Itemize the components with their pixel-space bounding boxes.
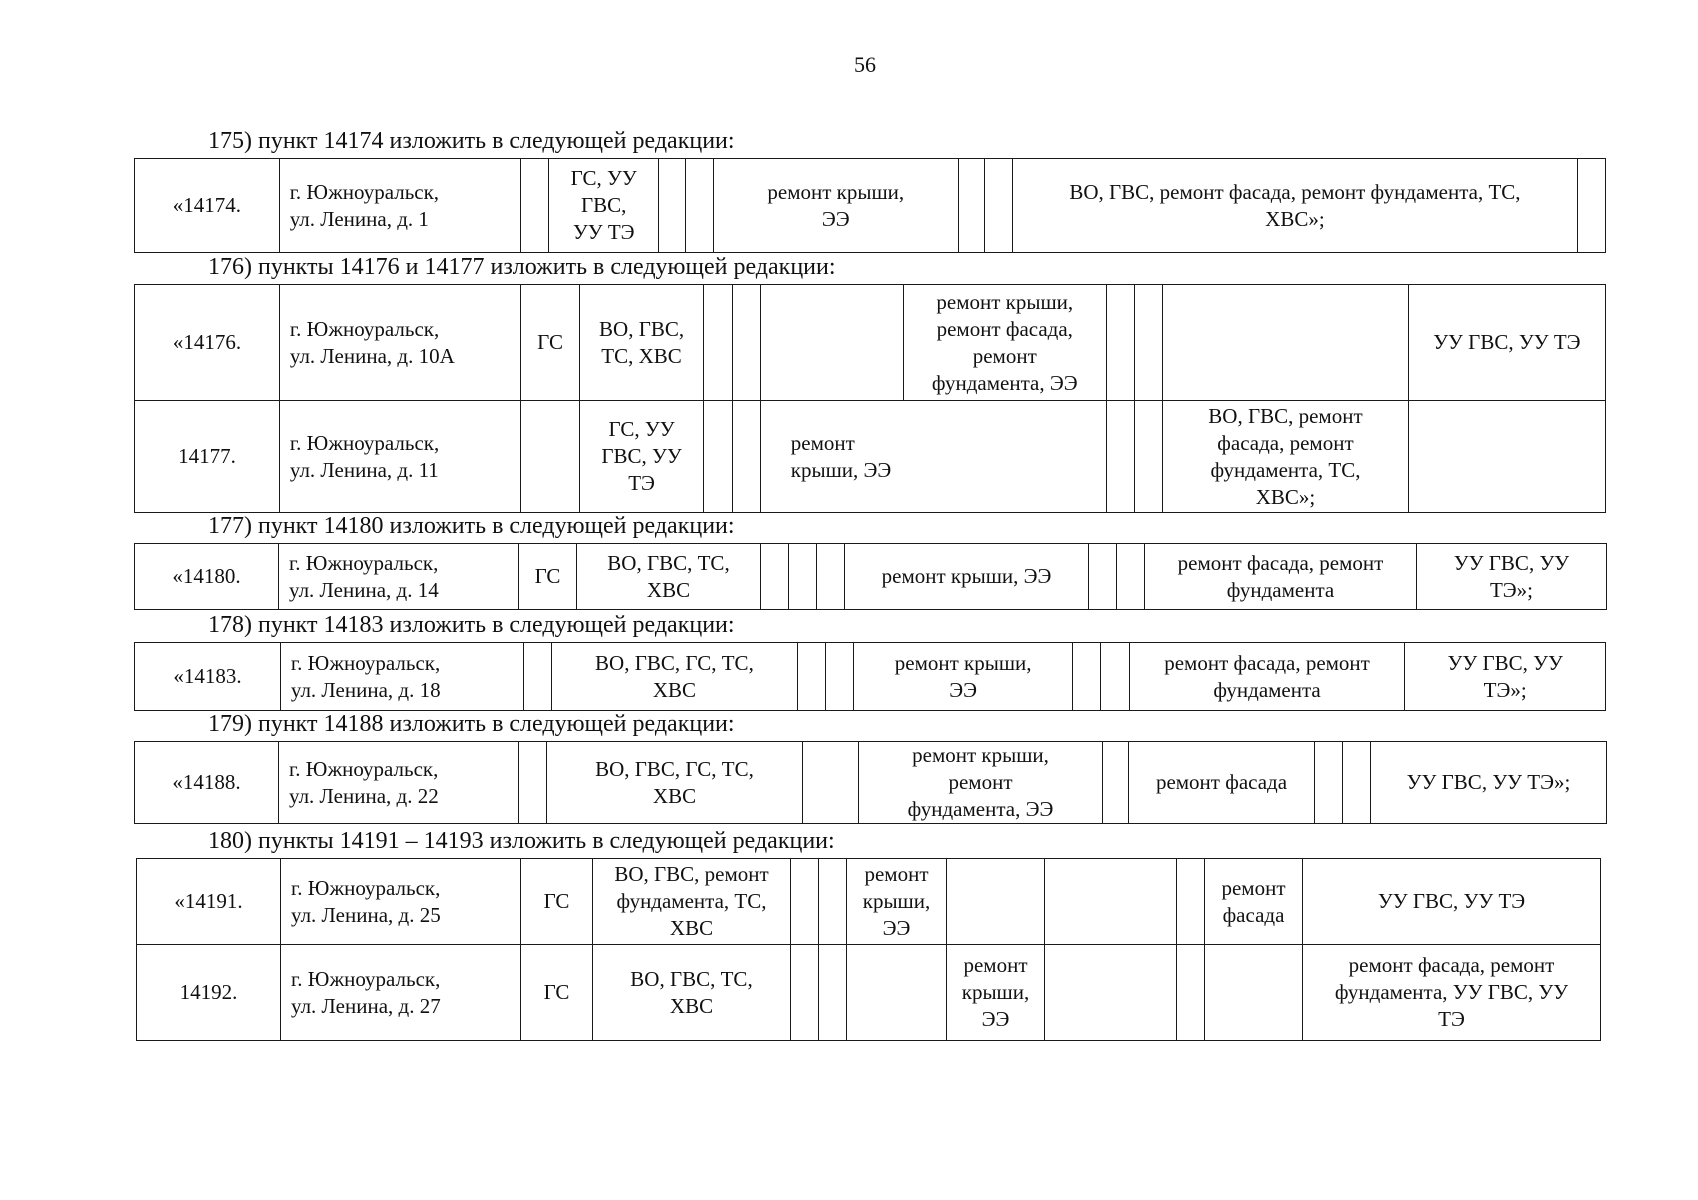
item-number: «14188. bbox=[135, 742, 279, 824]
table-cell: ГС bbox=[521, 945, 593, 1041]
table-cell: ГС bbox=[519, 544, 577, 610]
table-cell: ГС, УУ ГВС, УУ ТЭ bbox=[548, 159, 659, 253]
table-cell: ВО, ГВС, ТС, ХВС bbox=[593, 945, 791, 1041]
item-number: 14192. bbox=[137, 945, 281, 1041]
table-cell: ВО, ГВС, ремонт фундамента, ТС, ХВС bbox=[593, 859, 791, 945]
table-cell bbox=[1106, 401, 1134, 513]
table-cell bbox=[1163, 285, 1409, 401]
table-cell: УУ ГВС, УУ ТЭ bbox=[1408, 285, 1605, 401]
table-cell bbox=[789, 544, 817, 610]
table-cell: ремонт крыши, ремонт фасада, ремонт фундамента, ЭЭ bbox=[903, 285, 1106, 401]
item-number: «14180. bbox=[135, 544, 279, 610]
table-cell: УУ ГВС, УУ ТЭ»; bbox=[1417, 544, 1607, 610]
address-cell: г. Южноуральск, ул. Ленина, д. 18 bbox=[280, 643, 523, 711]
table-row bbox=[135, 544, 1607, 610]
table-cell: ремонт крыши, ЭЭ bbox=[947, 945, 1045, 1041]
table-cell: ремонт крыши, ЭЭ bbox=[760, 401, 1106, 513]
section-heading-176: 176) пункты 14176 и 14177 изложить в следующей редакции: bbox=[208, 254, 836, 280]
table-cell: ГС bbox=[521, 859, 593, 945]
amendment-table-176 bbox=[134, 284, 1606, 513]
table-cell: ремонт фасада, ремонт фундамента bbox=[1145, 544, 1417, 610]
table-cell: ремонт фасада, ремонт фундамента, УУ ГВС, УУ ТЭ bbox=[1303, 945, 1601, 1041]
amendment-table-178 bbox=[134, 642, 1606, 711]
amendment-table-180 bbox=[136, 858, 1601, 1041]
table-cell: ремонт крыши, ЭЭ bbox=[847, 859, 947, 945]
table-cell bbox=[819, 945, 847, 1041]
table-cell: ремонт фасада, ремонт фундамента bbox=[1129, 643, 1405, 711]
amendment-table-175 bbox=[134, 158, 1606, 253]
table-cell bbox=[817, 544, 845, 610]
address-cell: г. Южноуральск, ул. Ленина, д. 14 bbox=[279, 544, 519, 610]
table-cell bbox=[1106, 285, 1134, 401]
table-cell: УУ ГВС, УУ ТЭ»; bbox=[1405, 643, 1606, 711]
table-cell: ремонт крыши, ЭЭ bbox=[713, 159, 958, 253]
table-cell bbox=[1408, 401, 1605, 513]
table-cell bbox=[520, 159, 548, 253]
table-cell bbox=[819, 859, 847, 945]
table-row bbox=[135, 643, 1606, 711]
table-cell bbox=[1177, 859, 1205, 945]
section-heading-178: 178) пункт 14183 изложить в следующей редакции: bbox=[208, 612, 735, 638]
table-cell: УУ ГВС, УУ ТЭ bbox=[1303, 859, 1601, 945]
table-cell: ВО, ГВС, ремонт фасада, ремонт фундамента, ТС, ХВС»; bbox=[1013, 159, 1578, 253]
table-cell bbox=[659, 159, 685, 253]
table-cell bbox=[524, 643, 552, 711]
table-cell bbox=[521, 401, 579, 513]
table-cell: ГС bbox=[521, 285, 579, 401]
address-cell: г. Южноуральск, ул. Ленина, д. 22 bbox=[279, 742, 519, 824]
table-cell bbox=[732, 285, 760, 401]
table-cell bbox=[1577, 159, 1605, 253]
table-cell bbox=[1073, 643, 1101, 711]
table-cell bbox=[1117, 544, 1145, 610]
address-cell: г. Южноуральск, ул. Ленина, д. 27 bbox=[281, 945, 521, 1041]
table-cell bbox=[1101, 643, 1129, 711]
table-cell bbox=[1045, 859, 1177, 945]
table-cell: ремонт крыши, ЭЭ bbox=[845, 544, 1089, 610]
table-cell: ВО, ГВС, ТС, ХВС bbox=[579, 285, 704, 401]
table-cell bbox=[958, 159, 984, 253]
address-cell: г. Южноуральск, ул. Ленина, д. 1 bbox=[279, 159, 520, 253]
address-cell: г. Южноуральск, ул. Ленина, д. 25 bbox=[281, 859, 521, 945]
table-cell bbox=[760, 285, 903, 401]
table-cell bbox=[1135, 401, 1163, 513]
section-heading-177: 177) пункт 14180 изложить в следующей редакции: bbox=[208, 513, 735, 539]
table-cell bbox=[1103, 742, 1129, 824]
table-cell bbox=[704, 285, 732, 401]
amendment-table-179 bbox=[134, 741, 1607, 824]
table-cell bbox=[984, 159, 1012, 253]
table-cell bbox=[1205, 945, 1303, 1041]
table-row bbox=[137, 859, 1601, 945]
table-cell: ВО, ГВС, ГС, ТС, ХВС bbox=[547, 742, 803, 824]
table-cell bbox=[704, 401, 732, 513]
table-cell bbox=[1177, 945, 1205, 1041]
table-cell: ремонт крыши, ЭЭ bbox=[854, 643, 1073, 711]
table-cell bbox=[1045, 945, 1177, 1041]
item-number: «14174. bbox=[135, 159, 280, 253]
table-cell: ГС, УУ ГВС, УУ ТЭ bbox=[579, 401, 704, 513]
table-cell bbox=[1315, 742, 1343, 824]
item-number: «14183. bbox=[135, 643, 281, 711]
table-cell bbox=[791, 945, 819, 1041]
table-cell: ВО, ГВС, ТС, ХВС bbox=[577, 544, 761, 610]
table-cell: ВО, ГВС, ГС, ТС, ХВС bbox=[552, 643, 797, 711]
table-cell bbox=[1089, 544, 1117, 610]
table-cell: ремонт фасада bbox=[1129, 742, 1315, 824]
table-row bbox=[135, 401, 1606, 513]
table-row bbox=[135, 285, 1606, 401]
table-cell bbox=[685, 159, 713, 253]
address-cell: г. Южноуральск, ул. Ленина, д. 11 bbox=[279, 401, 520, 513]
table-cell: ремонт фасада bbox=[1205, 859, 1303, 945]
section-heading-175: 175) пункт 14174 изложить в следующей редакции: bbox=[208, 128, 735, 154]
amendment-table-177 bbox=[134, 543, 1607, 610]
table-cell bbox=[1343, 742, 1371, 824]
item-number: «14176. bbox=[135, 285, 280, 401]
table-cell bbox=[797, 643, 825, 711]
table-cell bbox=[847, 945, 947, 1041]
item-number: 14177. bbox=[135, 401, 280, 513]
table-cell: УУ ГВС, УУ ТЭ»; bbox=[1371, 742, 1607, 824]
table-row bbox=[135, 159, 1606, 253]
table-cell bbox=[947, 859, 1045, 945]
table-cell bbox=[825, 643, 853, 711]
table-cell bbox=[732, 401, 760, 513]
page-number: 56 bbox=[854, 52, 876, 77]
table-cell bbox=[519, 742, 547, 824]
table-cell: ремонт крыши, ремонт фундамента, ЭЭ bbox=[859, 742, 1103, 824]
table-cell bbox=[1135, 285, 1163, 401]
section-heading-180: 180) пункты 14191 – 14193 изложить в следующей редакции: bbox=[208, 828, 835, 854]
table-row bbox=[135, 742, 1607, 824]
table-cell: ВО, ГВС, ремонт фасада, ремонт фундамента, ТС, ХВС»; bbox=[1163, 401, 1409, 513]
table-cell bbox=[761, 544, 789, 610]
item-number: «14191. bbox=[137, 859, 281, 945]
table-cell bbox=[791, 859, 819, 945]
address-cell: г. Южноуральск, ул. Ленина, д. 10А bbox=[279, 285, 520, 401]
table-row bbox=[137, 945, 1601, 1041]
section-heading-179: 179) пункт 14188 изложить в следующей редакции: bbox=[208, 711, 735, 737]
table-cell bbox=[803, 742, 859, 824]
